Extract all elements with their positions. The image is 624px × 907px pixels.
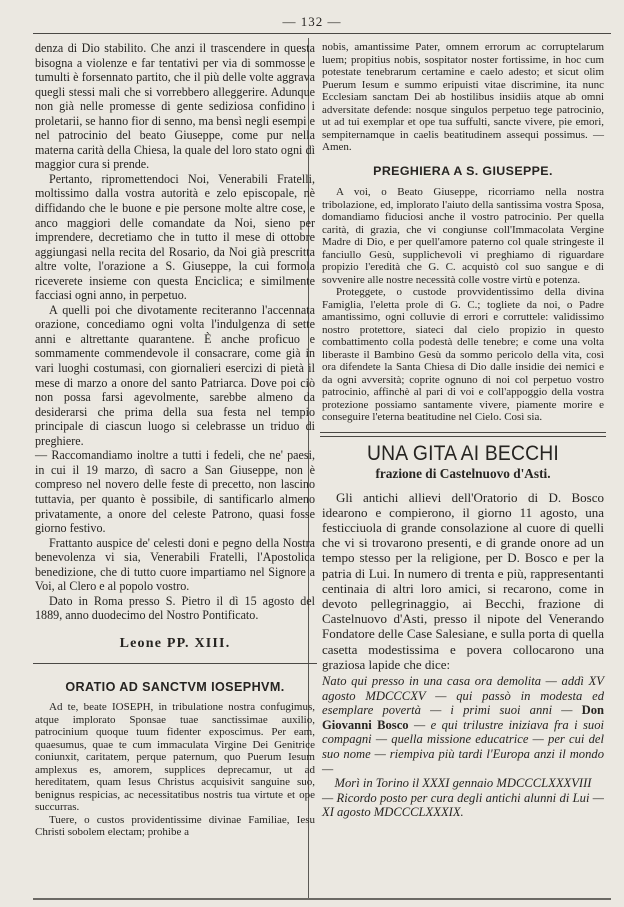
paragraph: Gli antichi allievi dell'Oratorio di D. Bosco idearono e compierono, il giorno 11 agosto, una festicciuola di grande consolazione al cuore di quelli che vi si trovarono presenti, e di grande onore ad un tempo stesso per la religione, per D. Bosco e per la patria di Lui. In numero di trenta e più, rappresentanti centinaia di altri loro amici, si recarono, come in devoto pellegrinaggio, ai Becchi, frazione di Castelnuovo d'Asti, presso il nipote del Venerando Fondatore delle Case Salesiane, e sulla porta di quella casetta modestissima e povera collocarono una graziosa lapide che dice: [322,489,604,672]
paragraph: denza di Dio stabilito. Che anzi il trascendere in questa bisogna a violenze e far tentativi per via di sommosse e tumulti è forsennato partito, che il più delle volte aggrava quegli stessi mali che si vorrebbero alleggerire. Adunque non già nelle promesse di gente sediziosa confidino i proletarii, se hanno fior di senno, ma bensì negli esempi e nel patrocinio del beato Giuseppe, come pur nella materna carità della Chiesa, la quale del loro stato ogni dì maggior cura si prende. [35,41,315,172]
footer-rule [33,898,611,900]
left-column [35,41,315,839]
section-rule [320,432,606,437]
epitaph-line: — Ricordo posto per cura degli antichi alunni di Lui — XI agosto MDCCCLXXXIX. [322,790,604,820]
epitaph-text: Nato qui presso in una casa ora demolita — addì XV agosto MDCCCXV — qui passò in modesta ed esemplare povertà — i primi suoi anni — [322,674,604,718]
paragraph: Frattanto auspice de' celesti doni e pegno della Nostra benevolenza vi sia, Venerabili Fratelli, l'Apostolica benedizione, che di tutto cuore impartiamo nel Signore a Voi, al Clero e al popolo vostro. [35,535,315,594]
epitaph-line: Morì in Torino il XXXI gennaio MDCCCLXXXVIII [334,776,592,791]
paragraph: — Raccomandiamo inoltre a tutti i fedeli, che ne' paesi, in cui il 19 marzo, dì sacro a San Giuseppe, non è compreso nel novero delle feste di precetto, non lascino tuttavia, per quanto è possibile, di santificarlo almeno privatamente, a onore del celeste Patrono, quasi fosse giorno festivo. [35,448,315,536]
paragraph: Dato in Roma presso S. Pietro il dì 15 agosto del 1889, anno duodecimo del Nostro Pontificato. [35,593,315,623]
epitaph [322,674,604,820]
page-number: — 132 — [282,14,342,29]
right-column [322,41,604,820]
paragraph: A quelli poi che divotamente reciteranno l'accennata orazione, concediamo ogni volta l'indulgenza di sette anni e altrettante quarantene. È anche proficuo e sommamente commendevole il consacrare, come già in vari luoghi costumasi, con giornalieri esercizi di pietà il mese di marzo a onore del santo Patriarca. Dove poi ciò non possa farsi agevolmente, sarebbe almeno da desiderarsi che prima della sua festa nel tempio principale di ciascun luogo si celebrasse un triduo di preghiere. [35,302,315,448]
paragraph: Pertanto, ripromettendoci Noi, Venerabili Fratelli, moltissimo dalla vostra autorità e zelo episcopale, nè diffidando che le buone e pie persone molte altre cose, e anco maggiori delle comandate da Noi, sieno per imprendere, decretiamo che in tutto il mese di ottobre aggiungasi nella recita del Rosario, da Noi già prescritta altre volte, l'orazione a S. Giuseppe, la cui formola riceverete insieme con questa Enciclica; e similmente facciasi ogni anno, in perpetuo. [35,171,315,303]
latin-prayer-continued: nobis, amantissime Pater, omnem errorum ac corruptelarum luem; propitius nobis, sospitator noster fortissime, in hoc cum potestate tenebrarum certamine e caelo adesto; et sicut olim Puerum Iesum e summo eripuisti vitae discrimine, ita nunc Ecclesiam sanctam Dei ab hostilibus insidiis atque ab omni adversitate defende: nosque singulos perpetuo tege patrocinio, ut ad tui exemplar et ope tua suffulti, sancte vivere, pie emori, sempiternamque in caelis beatitudinem assequi possimus. — Amen. [322,41,604,153]
signature: Leone PP. XIII. [119,635,231,651]
epitaph-name: Don Giovanni Bosco [322,703,604,732]
header-rule [33,33,611,34]
paragraph: A voi, o Beato Giuseppe, ricorriamo nella nostra tribolazione, ed, implorato l'aiuto della santissima vostra Sposa, domandiamo fiduciosi anche il vostro patrocinio. Per quella carità, di grazia, che vi congiunse coll'Immacolata Vergine Madre di Dio, e per quell'amore paterno col quale stringeste il fanciullo Gesù, supplichevoli vi preghiamo di riguardare propizio l'eredità che G. C. acquistò col suo sangue e di sovvenire alle nostre necessità colle vostre virtù e potenza. [322,186,604,286]
article-title: UNA GITA AI BECCHI [367,441,559,465]
latin-prayer: Tuere, o custos providentissime divinae Familiae, Iesu Christi sobolem electam; prohibe a [35,813,315,839]
section-title: PREGHIERA A S. GIUSEPPE. [373,163,553,178]
paragraph: Proteggete, o custode provvidentissimo della divina Famiglia, l'eletta prole di G. C.; togliete da noi, o Padre amantissimo, ogni colluvie di errori e corruttele: validissimo nostro protettore, siateci dal cielo propizio in questo combattimento colla podestà delle tenebre; e come una volta liberaste il Bambino Gesù da sommo pericolo della vita, così ora difendete la Santa Chiesa di Dio dalle insidie dei nemici e da ogni avversità; coprite ognuno di noi col perpetuo vostro patrocinio, affinchè al pari di voi e coll'appoggio della vostra protezione possiamo santamente vivere, piamente morire e conseguire l'eterna beatitudine nel Cielo. Così sia. [322,286,604,424]
latin-prayer: Ad te, beate IOSEPH, in tribulatione nostra confugimus, atque implorato Sponsae tuae sanctissimae auxilio, patrocinium quoque tuum fidenter exposcimus. Per eam, quaesumus, quae te cum immaculata Virgine Dei Genitrice coniunxit, caritatem, perque paternum, quo Puerum Iesum amplexus es, amorem, supplices deprecamur, ut ad hereditatem, quam Iesus Christus acquisivit sanguine suo, benignus respicias, ac necessitatibus nostris tua virtute et ope succurras. [35,700,315,814]
section-title: ORATIO AD SANCTVM IOSEPHVM. [65,680,285,695]
section-rule [33,663,317,664]
epitaph-text: — e qui trilustre iniziava fra i suoi compagni — quella missione educatrice — per cui del suo nome — riempiva più tardi l'Europa anzi il mondo — [322,717,604,776]
article-subtitle: frazione di Castelnuovo d'Asti. [375,466,551,482]
